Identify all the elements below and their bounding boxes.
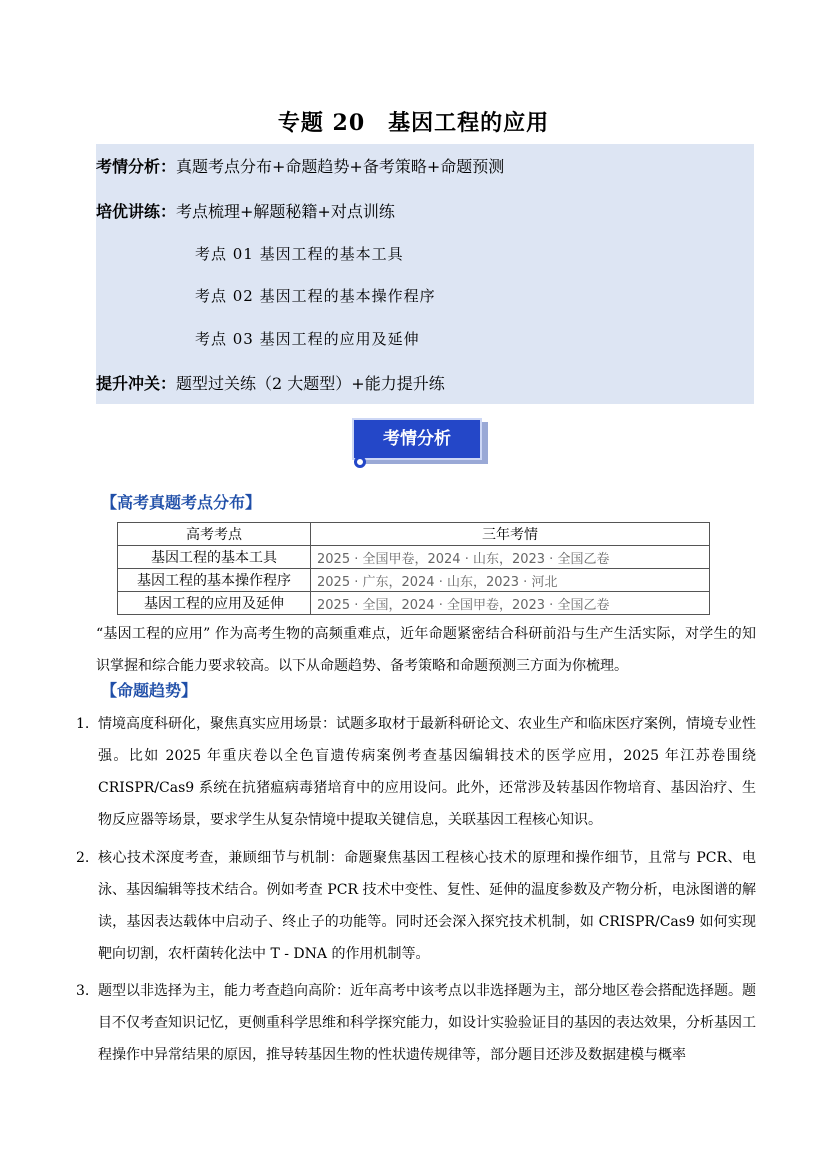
list-item (76, 842, 756, 970)
list-text: 情境高度科研化，聚焦真实应用场景：试题多取材于最新科研论文、农业生产和临床医疗案例，情境专业性强。比如 2025 年重庆卷以全色盲遗传病案例考查基因编辑技术的医学应用，2025 年江苏卷围绕 CRISPR/Cas9 系统在抗猪瘟病毒猪培育中的应用设问。此外，还常涉及转基因作物培育、基因治疗、生物反应器等场景，要求学生从复杂情境中提取关键信息，关联基因工程核心知识。 (98, 716, 756, 828)
badge-dot-icon (354, 456, 366, 468)
overview-box (96, 144, 754, 404)
table-row (118, 546, 710, 569)
table-row (118, 592, 710, 615)
table-row (118, 569, 710, 592)
point-03: 考点 03 基因工程的应用及延伸 (195, 330, 420, 348)
table-header-row (118, 523, 710, 546)
table-header-cell: 三年考情 (311, 523, 710, 546)
list-item (76, 708, 756, 836)
badge-label: 考情分析 (352, 418, 482, 460)
table-header-cell: 高考考点 (118, 523, 311, 546)
table-cell-years: 2025 · 全国甲卷，2024 · 山东，2023 · 全国乙卷 (311, 546, 710, 569)
overview-row-training (96, 199, 395, 222)
overview-text: 真题考点分布+命题趋势+备考策略+命题预测 (176, 157, 505, 176)
overview-text: 题型过关练（2 大题型）+能力提升练 (176, 374, 445, 393)
table-cell-years: 2025 · 广东，2024 · 山东，2023 · 河北 (311, 569, 710, 592)
table-cell-topic: 基因工程的基本操作程序 (118, 569, 311, 592)
overview-label: 培优讲练： (96, 202, 177, 221)
overview-text: 考点梳理+解题秘籍+对点训练 (176, 202, 395, 221)
section-heading-distribution: 【高考真题考点分布】 (101, 493, 262, 512)
page-title: 专题 20 基因工程的应用 (277, 110, 550, 136)
overview-label: 考情分析： (96, 157, 177, 176)
list-text: 核心技术深度考查，兼顾细节与机制：命题聚焦基因工程核心技术的原理和操作细节，且常与 PCR、电泳、基因编辑等技术结合。例如考查 PCR 技术中变性、复性、延伸的温度参数及产物分析，电泳图谱的解读，基因表达载体中启动子、终止子的功能等。同时还会深入探究技术机制，如 CRISPR/Cas9 如何实现靶向切割，农杆菌转化法中 T - DNA 的作用机制等。 (98, 850, 756, 962)
exam-distribution-table (117, 522, 710, 615)
overview-row-advance (96, 371, 445, 394)
list-number: 1. (76, 716, 90, 732)
list-number: 2. (76, 850, 90, 866)
table-cell-topic: 基因工程的应用及延伸 (118, 592, 311, 615)
list-number: 3. (76, 983, 90, 999)
table-cell-years: 2025 · 全国，2024 · 全国甲卷，2023 · 全国乙卷 (311, 592, 710, 615)
list-item (76, 975, 756, 1071)
section-heading-trends: 【命题趋势】 (101, 681, 198, 700)
intro-paragraph: “基因工程的应用” 作为高考生物的高频重难点，近年命题紧密结合科研前沿与生产生活实际，对学生的知识掌握和综合能力要求较高。以下从命题趋势、备考策略和命题预测三方面为你梳理。 (96, 626, 756, 674)
list-text: 题型以非选择为主，能力考查趋向高阶：近年高考中该考点以非选择题为主，部分地区卷会搭配选择题。题目不仅考查知识记忆，更侧重科学思维和科学探究能力，如设计实验验证目的基因的表达效果，分析基因工程操作中异常结果的原因，推导转基因生物的性状遗传规律等，部分题目还涉及数据建模与概率 (98, 983, 756, 1063)
section-badge (352, 418, 490, 468)
overview-label: 提升冲关： (96, 374, 177, 393)
table-cell-topic: 基因工程的基本工具 (118, 546, 311, 569)
overview-row-analysis (96, 154, 504, 177)
point-02: 考点 02 基因工程的基本操作程序 (195, 287, 436, 305)
point-01: 考点 01 基因工程的基本工具 (195, 245, 404, 263)
